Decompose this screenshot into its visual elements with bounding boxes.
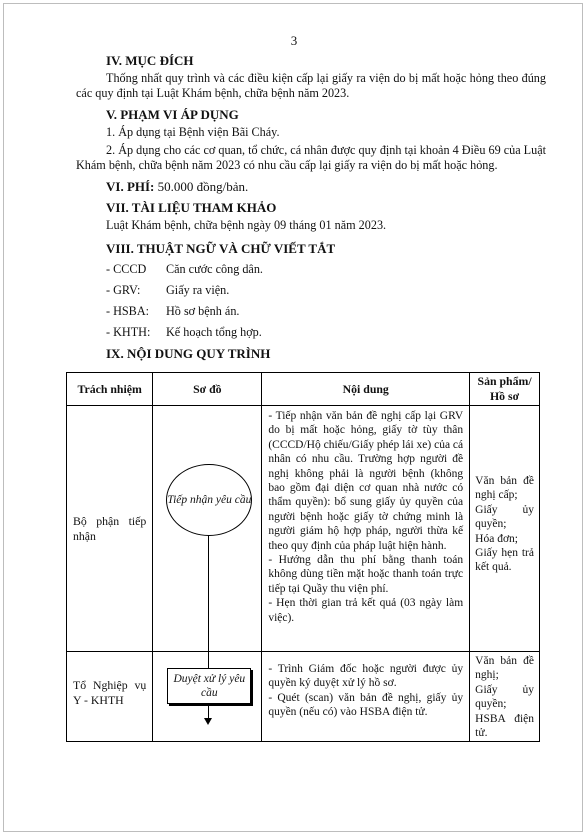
scope-item-1: 1. Áp dụng tại Bệnh viện Bãi Cháy.	[106, 125, 280, 139]
row1-diagram	[153, 406, 262, 652]
table-row	[67, 652, 540, 742]
terms-heading: VIII. THUẬT NGỮ VÀ CHỮ VIẾT TẮT	[106, 241, 336, 256]
flow-process-label: Duyệt xử lý yêu cầu	[173, 673, 246, 699]
term-abbr: - KHTH:	[106, 325, 151, 339]
header-responsibility: Trách nhiệm	[67, 373, 153, 406]
row2-product	[470, 652, 540, 742]
term-row	[106, 283, 546, 298]
flow-connector	[208, 535, 209, 653]
references-heading: VII. TÀI LIỆU THAM KHẢO	[106, 200, 277, 215]
purpose-heading: IV. MỤC ĐÍCH	[106, 53, 194, 68]
procedure-heading: IX. NỘI DUNG QUY TRÌNH	[106, 346, 271, 361]
row1-content	[262, 406, 470, 652]
term-abbr: - HSBA:	[106, 304, 150, 318]
row1-content-step: - Hẹn thời gian trả kết quả (03 ngày làm việc).	[268, 597, 464, 624]
header-content: Nội dung	[262, 373, 470, 406]
term-meaning: Kế hoạch tổng hợp.	[166, 325, 262, 339]
procedure-table	[66, 372, 540, 742]
procedure-table-wrapper	[66, 366, 540, 742]
product-item: Văn bản đề nghị;	[475, 655, 534, 682]
references-text: Luật Khám bệnh, chữa bệnh ngày 09 tháng 01 năm 2023.	[106, 218, 387, 232]
term-abbr: - CCCD	[106, 262, 147, 276]
scope-heading: V. PHẠM VI ÁP DỤNG	[106, 107, 239, 122]
table-row	[67, 406, 540, 652]
header-diagram: Sơ đồ	[153, 373, 262, 406]
fee-value: 50.000 đồng/bản.	[157, 179, 249, 194]
row2-content	[262, 652, 470, 742]
row1-content-step: - Hướng dẫn thu phí bằng thanh toán không dùng tiền mặt hoặc thanh toán trực tiếp tại Quầy thu viện phí.	[268, 554, 464, 595]
row2-content-step: - Quét (scan) văn bản đề nghị, giấy ủy quyền (nếu có) vào HSBA điện tử.	[268, 691, 464, 719]
scope-item-2: 2. Áp dụng cho các cơ quan, tổ chức, cá nhân được quy định tại khoản 4 Điều 69 của Luật Khám bệnh, chữa bệnh năm 2023 có nhu cầu cấp lại giấy ra viện do bị mất hoặc hỏng.	[76, 143, 547, 172]
term-meaning: Hồ sơ bệnh án.	[166, 304, 240, 318]
product-item: Hóa đơn;	[475, 532, 518, 545]
product-item: Văn bản đề nghị cấp;	[475, 475, 534, 502]
term-abbr: - GRV:	[106, 283, 141, 297]
row1-product	[470, 406, 540, 652]
flow-process-box	[167, 668, 251, 704]
term-row	[106, 304, 546, 319]
row1-responsibility: Bộ phận tiếp nhận	[67, 406, 153, 652]
header-product: Sản phẩm/ Hồ sơ	[470, 373, 540, 406]
fee-heading: VI. PHÍ:	[106, 179, 155, 194]
arrow-down-icon	[204, 718, 212, 725]
row2-diagram	[153, 652, 262, 742]
term-row	[106, 262, 546, 277]
fee-line	[106, 179, 546, 194]
flow-start-label: Tiếp nhận yêu cầu	[167, 494, 252, 506]
row1-content-step: - Tiếp nhận văn bản đề nghị cấp lại GRV do bị mất hoặc hỏng, giấy tờ tùy thân (CCCD/Hộ chiếu/Giấy phép lái xe) của cá nhân có nhu cầu. Trường hợp người đề nghị không phải là người bệnh (không bao gồm đại diện cơ quan nhà nước có thẩm quyền): bổ sung giấy ủy quyền của người bệnh hoặc giấy tờ chứng minh là người giám hộ hợp pháp, người thừa kế theo quy định của pháp luật hiện hành.	[268, 410, 464, 552]
product-item: Giấy hẹn trả kết quả.	[475, 547, 534, 574]
product-item: HSBA điện tử.	[475, 712, 534, 740]
flow-connector	[208, 652, 209, 668]
term-row	[106, 325, 546, 340]
term-meaning: Căn cước công dân.	[166, 262, 263, 276]
product-item: Giấy ủy quyền;	[475, 503, 534, 531]
table-header-row	[67, 373, 540, 406]
flow-start-ellipse	[166, 464, 252, 536]
product-item: Giấy ủy quyền;	[475, 683, 534, 711]
page-number: 3	[290, 33, 298, 48]
row2-responsibility: Tổ Nghiệp vụ Y - KHTH	[67, 652, 153, 742]
row2-content-step: - Trình Giám đốc hoặc người được ủy quyền ký duyệt xử lý hồ sơ.	[268, 663, 464, 690]
purpose-text: Thống nhất quy trình và các điều kiện cấp lại giấy ra viện do bị mất hoặc hỏng theo đúng các quy định tại Luật Khám bệnh, chữa bệnh năm 2023.	[76, 71, 546, 100]
term-meaning: Giấy ra viện.	[166, 283, 230, 297]
document-body	[76, 47, 546, 364]
